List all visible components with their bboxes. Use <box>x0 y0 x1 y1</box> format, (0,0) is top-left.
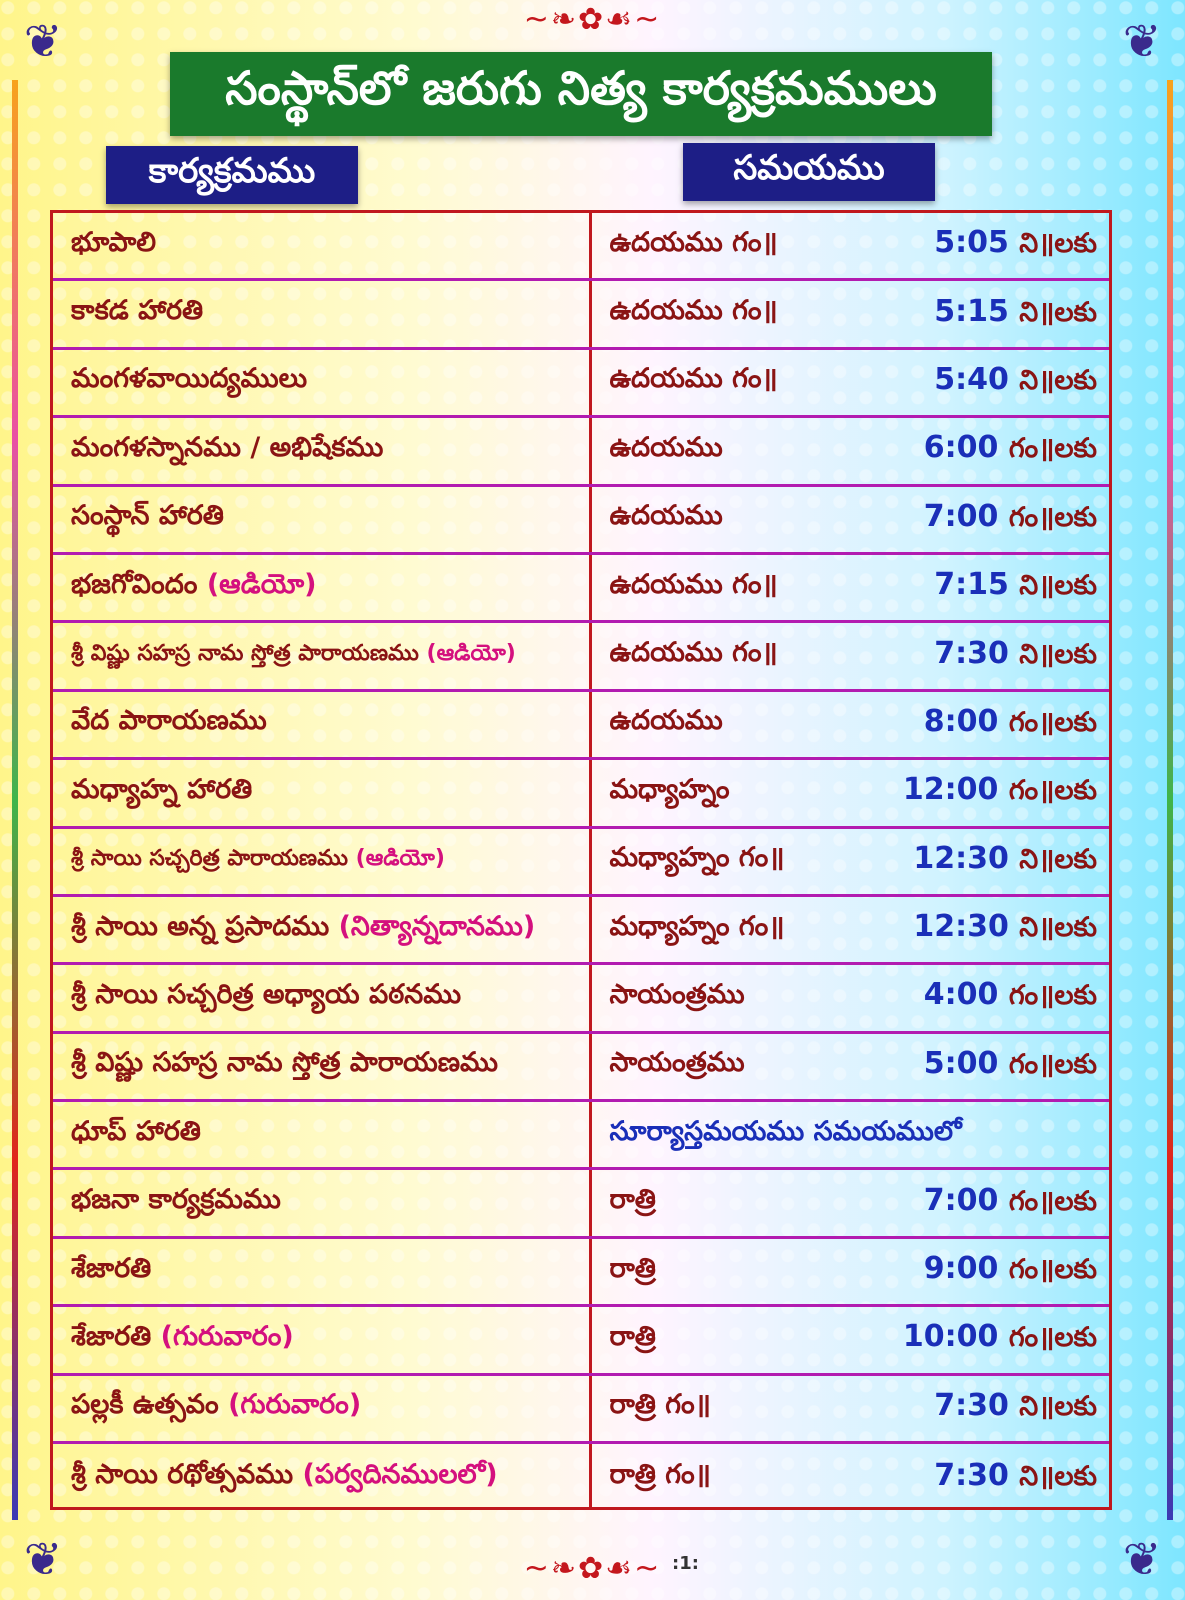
time-value <box>913 909 1097 950</box>
event-cell <box>53 774 587 812</box>
table-row <box>53 1444 1109 1512</box>
event-name: వేద పారాయణము <box>71 705 267 737</box>
time-column-header: సమయము <box>683 143 935 201</box>
time-value <box>924 977 1097 1018</box>
event-cell <box>53 569 587 607</box>
clock-time: 12:30 <box>913 909 1009 945</box>
event-cell <box>53 227 587 265</box>
clock-time: 12:30 <box>913 840 1009 876</box>
clock-time: 7:30 <box>934 1387 1009 1423</box>
time-unit: ని॥లకు <box>1019 843 1097 875</box>
time-value <box>924 499 1097 540</box>
table-row <box>53 487 1109 555</box>
left-border-stripe <box>12 80 18 1520</box>
event-name: శ్రీ విష్ణు సహస్ర నామ స్తోత్ర పారాయణము <box>71 641 427 667</box>
time-period: సాయంత్రము <box>609 1047 745 1079</box>
time-cell <box>587 1319 1109 1360</box>
event-cell <box>53 1389 587 1427</box>
event-cell <box>53 500 587 538</box>
event-note: (ఆడియో) <box>206 568 317 600</box>
time-unit: ని॥లకు <box>1019 296 1097 328</box>
clock-time: 7:15 <box>934 567 1009 603</box>
clock-time: 6:00 <box>923 430 999 466</box>
event-cell <box>53 363 587 401</box>
event-name: ధూప్ హారతి <box>71 1115 201 1147</box>
time-period: ఉదయము గం॥ <box>609 568 778 600</box>
time-value <box>934 362 1097 403</box>
time-cell <box>587 294 1109 335</box>
time-unit: గం॥లకు <box>1008 775 1097 807</box>
event-name: కాకడ హారతి <box>71 295 204 327</box>
event-cell <box>53 1184 587 1222</box>
clock-time: 5:00 <box>923 1045 999 1081</box>
corner-ornament-icon: ❦ <box>23 14 63 68</box>
time-unit: ని॥లకు <box>1019 228 1097 260</box>
event-cell <box>53 846 587 876</box>
table-row <box>53 1170 1109 1238</box>
time-period: ఉదయము <box>609 431 723 463</box>
table-row <box>53 1239 1109 1307</box>
time-value <box>913 841 1097 882</box>
right-border-stripe <box>1167 80 1173 1520</box>
table-row <box>53 1376 1109 1444</box>
time-value <box>934 225 1097 266</box>
event-cell <box>53 979 587 1017</box>
time-unit: గం॥లకు <box>1008 1322 1097 1354</box>
time-cell <box>587 977 1109 1018</box>
event-cell <box>53 1321 587 1359</box>
time-value <box>903 1319 1097 1360</box>
event-name: శ్రీ విష్ణు సహస్ర నామ స్తోత్ర పారాయణము <box>71 1047 498 1079</box>
time-value <box>934 567 1097 608</box>
event-name: శ్రీ సాయి రథోత్సవము <box>71 1459 303 1491</box>
time-cell <box>587 1458 1109 1499</box>
clock-time: 12:00 <box>902 772 999 808</box>
time-value <box>934 294 1097 335</box>
clock-time: 8:00 <box>923 703 999 739</box>
time-cell <box>587 567 1109 608</box>
event-name: శేజారతి <box>71 1320 161 1352</box>
time-cell <box>587 225 1109 266</box>
time-period: రాత్రి <box>609 1184 656 1216</box>
event-name: భజగోవిందం <box>71 568 207 600</box>
event-name: పల్లకీ ఉత్సవం <box>71 1389 229 1421</box>
time-cell <box>587 1388 1109 1429</box>
table-row <box>53 281 1109 349</box>
event-column-header: కార్యక్రమము <box>106 146 358 204</box>
event-cell <box>53 432 587 470</box>
event-note: (ఆడియో) <box>355 846 445 872</box>
event-name: సంస్థాన్ హారతి <box>71 500 224 532</box>
table-row <box>53 897 1109 965</box>
clock-time: 10:00 <box>902 1319 999 1355</box>
time-unit: గం॥లకు <box>1008 433 1097 465</box>
corner-ornament-icon: ❦ <box>1122 1532 1162 1586</box>
time-unit: గం॥లకు <box>1008 706 1097 738</box>
time-period: మధ్యాహ్నం <box>609 773 730 805</box>
time-cell <box>587 1251 1109 1292</box>
event-cell <box>53 911 587 949</box>
page-number: :1: <box>672 1553 699 1574</box>
time-cell <box>587 704 1109 745</box>
event-name: మంగళస్నానము / అభిషేకము <box>71 431 384 463</box>
corner-ornament-icon: ❦ <box>1122 14 1162 68</box>
time-period: మధ్యాహ్నం గం॥ <box>609 842 785 874</box>
table-row <box>53 1102 1109 1170</box>
event-name: శ్రీ సాయి సచ్చరిత్ర అధ్యాయ పఠనము <box>71 978 462 1010</box>
time-unit: ని॥లకు <box>1019 364 1097 396</box>
time-period: ఉదయము <box>609 500 723 532</box>
table-row <box>53 760 1109 828</box>
clock-time: 7:30 <box>934 635 1009 671</box>
time-value <box>934 1458 1097 1499</box>
time-unit: గం॥లకు <box>1008 980 1097 1012</box>
clock-time: 7:00 <box>923 498 999 534</box>
table-row <box>53 1307 1109 1375</box>
time-unit: ని॥లకు <box>1019 1390 1097 1422</box>
time-period: ఉదయము <box>609 705 723 737</box>
time-unit: గం॥లకు <box>1008 1048 1097 1080</box>
time-period: రాత్రి గం॥ <box>609 1459 711 1491</box>
bottom-flourish-icon: ~❧✿☙~ <box>523 1551 662 1586</box>
time-value <box>924 704 1097 745</box>
table-row <box>53 213 1109 281</box>
time-cell <box>587 841 1109 882</box>
time-period: రాత్రి గం॥ <box>609 1389 711 1421</box>
time-cell <box>587 909 1109 950</box>
event-name: భూపాలి <box>71 226 157 258</box>
event-name: మంగళవాయిద్యములు <box>71 363 308 395</box>
time-period: సాయంత్రము <box>609 978 745 1010</box>
event-note: (పర్వదినములలో) <box>302 1459 498 1491</box>
event-name: శ్రీ సాయి సచ్చరిత్ర పారాయణము <box>71 846 356 872</box>
table-row <box>53 692 1109 760</box>
clock-time: 5:05 <box>934 225 1009 261</box>
event-name: శ్రీ సాయి అన్న ప్రసాదము <box>71 910 339 942</box>
clock-time: 9:00 <box>923 1251 999 1287</box>
time-period: ఉదయము గం॥ <box>609 295 778 327</box>
table-row <box>53 350 1109 418</box>
clock-time: 4:00 <box>923 977 999 1013</box>
event-cell <box>53 295 587 333</box>
corner-ornament-icon: ❦ <box>23 1532 63 1586</box>
time-period: ఉదయము గం॥ <box>609 363 778 395</box>
event-note: (నిత్యాన్నదానము) <box>338 910 536 942</box>
time-cell <box>587 430 1109 471</box>
clock-time: 7:00 <box>923 1182 999 1218</box>
time-value <box>924 430 1097 471</box>
time-unit: గం॥లకు <box>1008 1185 1097 1217</box>
time-cell <box>587 772 1109 813</box>
time-cell <box>587 499 1109 540</box>
time-cell <box>587 362 1109 403</box>
time-cell <box>587 636 1109 677</box>
event-name: భజనా కార్యక్రమము <box>71 1184 281 1216</box>
clock-time: 5:40 <box>934 361 1009 397</box>
top-flourish-icon: ~❧✿☙~ <box>523 2 662 37</box>
clock-time: 7:30 <box>934 1457 1009 1493</box>
time-cell <box>587 1116 1109 1154</box>
time-unit: ని॥లకు <box>1019 638 1097 670</box>
time-unit: ని॥లకు <box>1019 912 1097 944</box>
time-value <box>924 1046 1097 1087</box>
time-period: ఉదయము గం॥ <box>609 226 778 258</box>
time-unit: గం॥లకు <box>1008 1254 1097 1286</box>
table-row <box>53 555 1109 623</box>
time-value <box>924 1251 1097 1292</box>
time-cell <box>587 1183 1109 1224</box>
time-unit: గం॥లకు <box>1008 501 1097 533</box>
time-period: మధ్యాహ్నం గం॥ <box>609 910 785 942</box>
table-row <box>53 418 1109 486</box>
event-note: (గురువారం) <box>228 1389 362 1421</box>
event-cell <box>53 1047 587 1085</box>
event-note: (గురువారం) <box>160 1320 294 1352</box>
event-cell <box>53 1253 587 1291</box>
event-note: (ఆడియో) <box>426 641 516 667</box>
time-period: సూర్యాస్తమయము సమయములో <box>609 1115 962 1147</box>
event-cell <box>53 1459 587 1497</box>
time-period: ఉదయము గం॥ <box>609 637 778 669</box>
time-unit: ని॥లకు <box>1019 1460 1097 1492</box>
page-title: సంస్థాన్‌లో జరుగు నిత్య కార్యక్రమములు <box>170 52 992 136</box>
time-value <box>934 636 1097 677</box>
time-value <box>924 1183 1097 1224</box>
event-cell <box>53 705 587 743</box>
time-period: రాత్రి <box>609 1320 656 1352</box>
time-cell <box>587 1046 1109 1087</box>
event-cell <box>53 1116 587 1154</box>
event-name: మధ్యాహ్న హారతి <box>71 773 253 805</box>
schedule-table <box>50 210 1112 1510</box>
event-cell <box>53 641 587 671</box>
event-name: శేజారతి <box>71 1252 152 1284</box>
time-unit: ని॥లకు <box>1019 570 1097 602</box>
table-row <box>53 965 1109 1033</box>
time-value <box>934 1388 1097 1429</box>
clock-time: 5:15 <box>934 293 1009 329</box>
table-row <box>53 829 1109 897</box>
table-row <box>53 623 1109 691</box>
time-value <box>903 772 1097 813</box>
table-row <box>53 1034 1109 1102</box>
time-period: రాత్రి <box>609 1252 656 1284</box>
